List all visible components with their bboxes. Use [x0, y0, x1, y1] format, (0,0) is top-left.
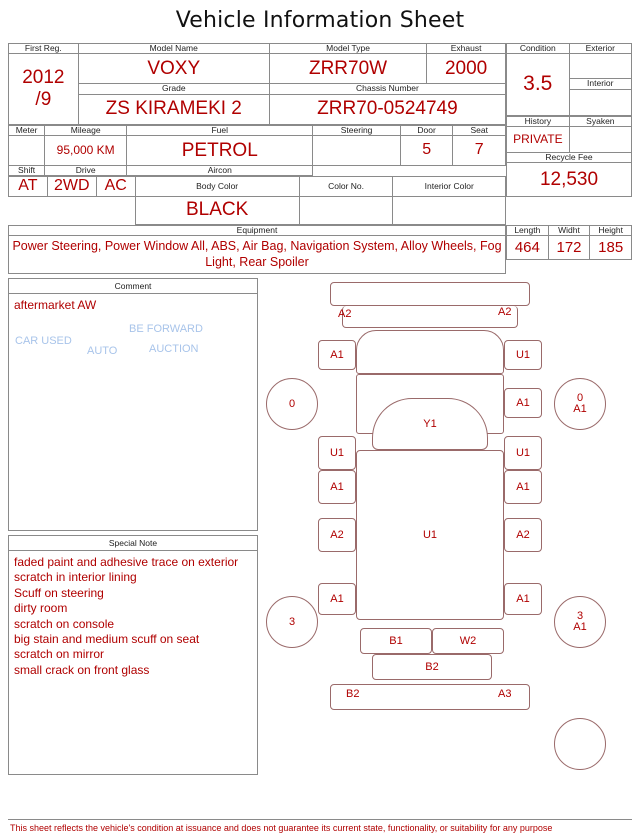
diagram-right-rear-panel: A1	[504, 583, 542, 615]
condition-summary	[506, 43, 632, 225]
value-interior	[569, 89, 631, 115]
label-exhaust: Exhaust	[427, 44, 506, 54]
label-length: Length	[507, 225, 549, 235]
diagram-rear-hatch: B2	[372, 654, 492, 680]
value-meter	[9, 136, 45, 166]
watermark-auction: AUCTION	[149, 343, 199, 356]
diagram-mark-a2-front-left: A2	[338, 308, 352, 321]
special-note-box	[8, 550, 258, 775]
diagram-mark-rear-right-a3: A3	[498, 688, 512, 701]
label-history: History	[507, 116, 570, 126]
value-history: PRIVATE	[507, 127, 570, 153]
label-first-reg: First Reg.	[9, 44, 79, 54]
value-aircon: AC	[96, 177, 135, 196]
comment-box	[8, 293, 258, 531]
value-interior-color	[393, 196, 506, 224]
value-first-reg-year: 2012	[22, 67, 65, 89]
label-fuel: Fuel	[127, 125, 313, 135]
value-model-name: VOXY	[78, 54, 269, 84]
label-chassis-number: Chassis Number	[269, 84, 505, 94]
label-grade: Grade	[78, 84, 269, 94]
label-interior: Interior	[569, 79, 631, 89]
special-note-line: scratch on console	[14, 616, 115, 631]
value-drive: 2WD	[47, 177, 96, 196]
notes-and-diagram	[8, 278, 632, 775]
value-grade: ZS KIRAMEKI 2	[78, 94, 269, 124]
value-first-reg-month: /9	[35, 89, 52, 111]
diagram-right-rear-wheel	[554, 596, 606, 648]
diagram-hood	[356, 330, 504, 374]
diagram-right-rear-quarter: A2	[504, 518, 542, 552]
value-height: 185	[590, 236, 632, 260]
diagram-rear-right-panel: W2	[432, 628, 504, 654]
diagram-mark-rear-left-b2: B2	[346, 688, 360, 701]
label-color-no: Color No.	[299, 177, 393, 196]
special-note-line: big stain and medium scuff on seat	[14, 631, 200, 646]
label-equipment: Equipment	[9, 225, 506, 235]
value-body-color: BLACK	[135, 196, 299, 224]
value-length: 464	[507, 236, 549, 260]
vehicle-main-details	[8, 43, 506, 225]
label-door: Door	[400, 125, 453, 135]
diagram-front-panel	[342, 306, 518, 328]
value-mileage: 95,000 KM	[45, 136, 127, 166]
special-note-line: faded paint and adhesive trace on exterior	[14, 555, 239, 570]
label-condition: Condition	[507, 44, 570, 54]
label-exterior: Exterior	[569, 44, 631, 54]
diagram-mark-right-mirror-a1: A1	[573, 403, 587, 416]
watermark-car-used: CAR USED	[15, 335, 72, 348]
label-syaken: Syaken	[569, 116, 631, 126]
label-steering: Steering	[313, 125, 401, 135]
value-syaken	[569, 127, 631, 153]
diagram-right-rear-door: A1	[504, 470, 542, 504]
diagram-left-mirror: 0	[266, 378, 318, 430]
value-exterior	[569, 54, 631, 79]
value-exhaust: 2000	[427, 54, 506, 84]
value-color-no	[299, 196, 393, 224]
diagram-roof-center: Y1	[372, 398, 488, 450]
special-note-line: small crack on front glass	[14, 662, 150, 677]
label-seat: Seat	[453, 125, 506, 135]
diagram-right-front-corner: A1	[504, 388, 542, 418]
value-first-reg	[9, 54, 79, 124]
diagram-body-center: U1	[356, 450, 504, 620]
label-meter: Meter	[9, 125, 45, 135]
label-aircon: Aircon	[127, 166, 313, 176]
diagram-right-front-fender: U1	[504, 340, 542, 370]
comment-text: aftermarket AW	[14, 298, 97, 313]
value-condition: 3.5	[507, 54, 570, 115]
label-mileage: Mileage	[45, 125, 127, 135]
label-model-type: Model Type	[269, 44, 426, 54]
watermark-auto: AUTO	[87, 345, 118, 358]
diagram-left-rear-wheel: 3	[266, 596, 318, 648]
diagram-spare-wheel	[554, 718, 606, 770]
diagram-left-front-fender: A1	[318, 340, 356, 370]
value-recycle-fee: 12,530	[507, 163, 632, 197]
diagram-left-rear-quarter: A2	[318, 518, 356, 552]
diagram-right-front-door: U1	[504, 436, 542, 470]
label-drive: Drive	[45, 166, 127, 176]
vehicle-damage-diagram	[260, 278, 630, 768]
label-interior-color: Interior Color	[393, 177, 506, 196]
value-equipment: Power Steering, Power Window All, ABS, Air Bag, Navigation System, Alloy Wheels, Fog Light, Rear Spoiler	[9, 236, 506, 274]
diagram-left-rear-panel: A1	[318, 583, 356, 615]
special-note-line: scratch on mirror	[14, 647, 105, 662]
value-door: 5	[400, 136, 453, 166]
special-note-line: dirty room	[14, 601, 68, 616]
value-shift: AT	[9, 177, 48, 196]
value-model-type: ZRR70W	[269, 54, 426, 84]
diagram-right-mirror	[554, 378, 606, 430]
label-comment: Comment	[8, 278, 258, 293]
value-chassis-number: ZRR70-0524749	[269, 94, 505, 124]
notes-column	[8, 278, 258, 775]
diagram-mark-a2-front-right: A2	[498, 306, 512, 319]
value-steering	[313, 136, 401, 166]
damage-diagram-column	[258, 278, 632, 775]
label-body-color: Body Color	[135, 177, 299, 196]
label-height: Height	[590, 225, 632, 235]
label-width: Widht	[548, 225, 590, 235]
value-fuel: PETROL	[127, 136, 313, 166]
equipment-area	[8, 225, 632, 274]
diagram-mark-right-mirror-0: 0	[576, 391, 584, 404]
diagram-front-bumper	[330, 282, 530, 306]
special-note-line: scratch in interior lining	[14, 570, 137, 585]
page-title: Vehicle Information Sheet	[175, 8, 465, 33]
diagram-mark-right-rear-a1: A1	[573, 621, 587, 634]
label-model-name: Model Name	[78, 44, 269, 54]
special-note-line: Scuff on steering	[14, 585, 104, 600]
label-shift: Shift	[9, 166, 45, 176]
top-info-area	[8, 43, 632, 225]
diagram-left-front-door: U1	[318, 436, 356, 470]
value-width: 172	[548, 236, 590, 260]
label-recycle-fee: Recycle Fee	[507, 153, 632, 163]
watermark-be-forward: BE FORWARD	[129, 323, 203, 336]
diagram-left-rear-door: A1	[318, 470, 356, 504]
diagram-rear-left-panel: B1	[360, 628, 432, 654]
value-seat: 7	[453, 136, 506, 166]
footer-disclaimer: This sheet reflects the vehicle's condition at issuance and does not guarantee its current state, functionality, or suitability for any purpose	[8, 819, 632, 833]
label-special-note: Special Note	[8, 535, 258, 550]
diagram-mark-right-rear-3: 3	[576, 609, 584, 622]
